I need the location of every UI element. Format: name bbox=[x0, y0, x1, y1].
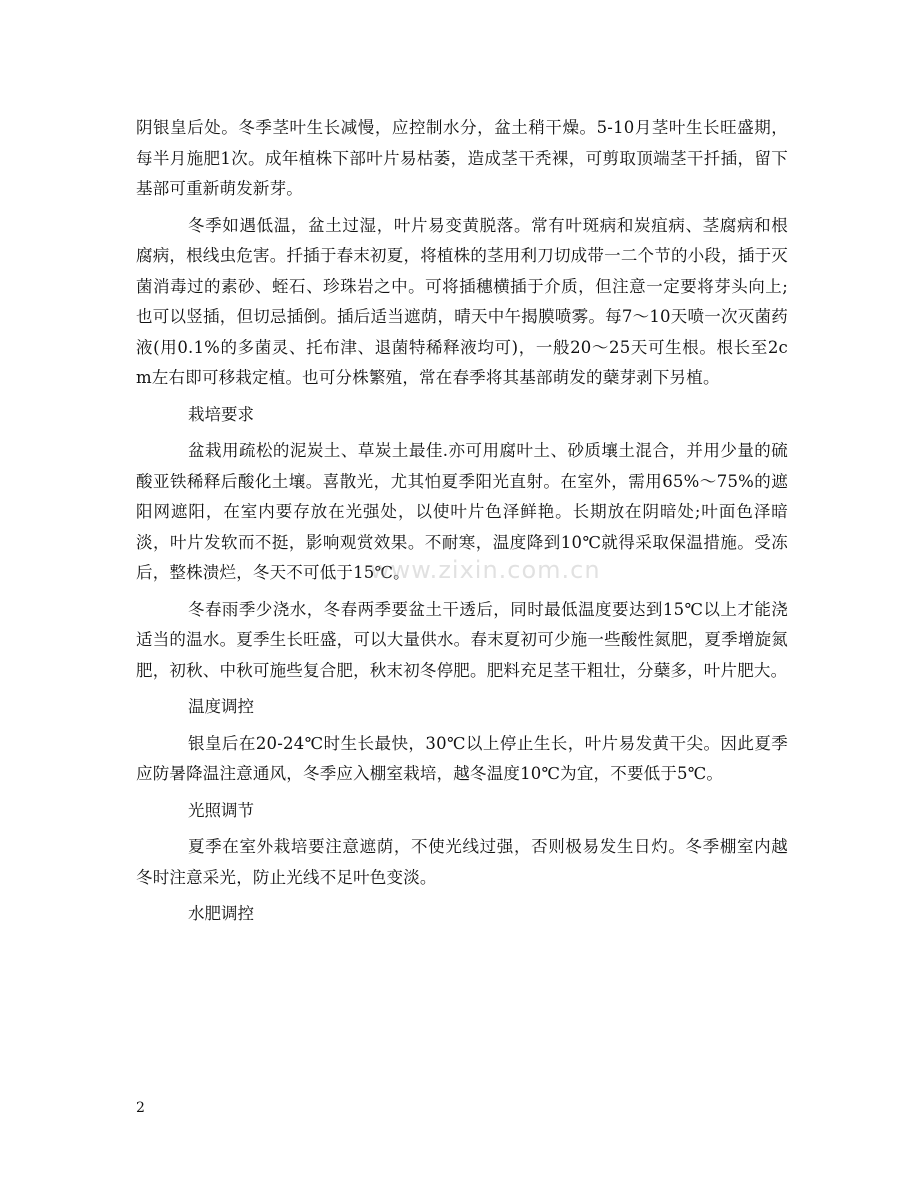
paragraph-temperature: 银皇后在20-24℃时生长最快，30℃以上停止生长，叶片易发黄干尖。因此夏季应防暑降温注意通风，冬季应入棚室栽培，越冬温度10℃为宜，不要低于5℃。 bbox=[136, 733, 788, 783]
paragraph-watering-fertilizer: 冬春雨季少浇水，冬春两季要盆土干透后，同时最低温度要达到15℃以上才能浇适当的温水。夏季生长旺盛，可以大量供水。春末夏初可少施一些酸性氮肥，夏季增旋氮肥，初秋、中秋可施些复合肥，秋末初冬停肥。肥料充足茎干粗壮，分蘖多，叶片肥大。 bbox=[136, 599, 788, 680]
section-heading-cultivation: 栽培要求 bbox=[188, 404, 254, 424]
paragraph-diseases-cuttings: 冬季如遇低温，盆土过湿，叶片易变黄脱落。常有叶斑病和炭疽病、茎腐病和根腐病，根线虫危害。扦插于春末初夏，将植株的茎用利刀切成带一二个节的小段，插于灭菌消毒过的素砂、蛭石、珍珠岩之中。可将插穗横插于介质，但注意一定要将芽头向上;也可以竖插，但切忌插倒。插后适当遮荫，晴天中午揭膜喷雾。每7～10天喷一次灭菌药液(用0.1%的多菌灵、托布津、退菌特稀释液均可)，一般20～25天可生根。根长至2cm左右即可移栽定植。也可分株繁殖，常在春季将其基部萌发的蘖芽剥下另植。 bbox=[136, 215, 788, 387]
paragraph-light: 夏季在室外栽培要注意遮荫，不使光线过强，否则极易发生日灼。冬季棚室内越冬时注意采光，防止光线不足叶色变淡。 bbox=[136, 837, 788, 887]
paragraph-continued: 阴银皇后处。冬季茎叶生长减慢，应控制水分，盆土稍干燥。5-10月茎叶生长旺盛期，每半月施肥1次。成年植株下部叶片易枯萎，造成茎干秃裸，可剪取顶端茎干扦插，留下基部可重新萌发新芽。 bbox=[136, 118, 788, 198]
section-heading-water-fertilizer: 水肥调控 bbox=[188, 904, 254, 923]
watermark: www.zixin.com.cn bbox=[370, 556, 601, 584]
section-heading-temperature: 温度调控 bbox=[188, 697, 254, 716]
page-number: 2 bbox=[136, 1100, 145, 1116]
section-heading-light: 光照调节 bbox=[188, 800, 254, 820]
paragraph-soil-light: 盆栽用疏松的泥炭土、草炭土最佳.亦可用腐叶土、砂质壤土混合，并用少量的硫酸亚铁稀释后酸化土壤。喜散光，尤其怕夏季阳光直射。在室外，需用65%～75%的遮阳网遮阳，在室内要存放在光强处，以使叶片色泽鲜艳。长期放在阴暗处;叶面色泽暗淡，叶片发软而不挺，影响观赏效果。不耐寒，温度降到10℃就得采取保温措施。受冻后，整株溃烂，冬天不可低于15℃。 bbox=[136, 441, 788, 582]
document-body bbox=[136, 113, 788, 936]
